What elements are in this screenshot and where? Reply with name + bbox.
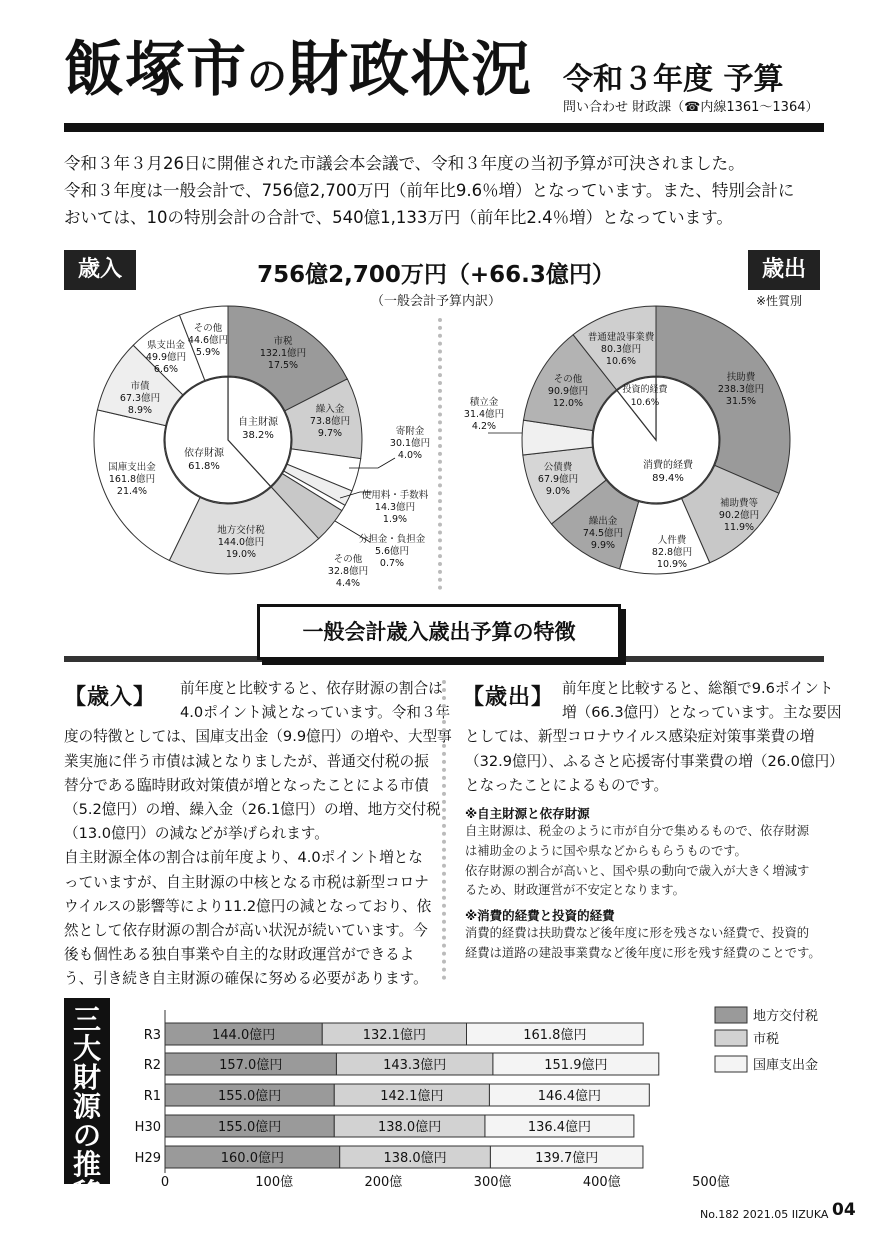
- budget-pie-charts: [0, 300, 872, 600]
- slice-value-label: 82.8億円: [651, 547, 693, 558]
- slice-value-label: 144.0億円: [217, 537, 265, 548]
- slice-name-label: その他: [333, 554, 363, 565]
- slice-name-label: 繰出金: [588, 516, 618, 527]
- slice-percent-label: 31.5%: [725, 396, 757, 407]
- slice-value-label: 67.3億円: [119, 393, 161, 404]
- inner-percent-label: 61.8%: [188, 461, 220, 472]
- revenue-line: （13.0億円）の減などが挙げられます。: [64, 825, 329, 843]
- revenue-line: 替分である臨時財政対策債が増となったことによる市債: [64, 776, 429, 794]
- revenue-tag: 【歳入】: [64, 685, 157, 710]
- x-tick-label: 500億: [692, 1175, 730, 1190]
- slice-name-label: 使用料・手数料: [361, 490, 429, 501]
- slice-percent-label: 10.6%: [605, 356, 637, 367]
- slice-name-label: 扶助費: [726, 372, 756, 383]
- slice-value-label: 73.8億円: [309, 416, 351, 427]
- slice-percent-label: 9.9%: [590, 540, 616, 551]
- title-rule: [64, 123, 824, 132]
- column-divider: [442, 680, 446, 980]
- trend-bar-label: 144.0億円: [212, 1028, 276, 1043]
- trend-bar-label: 138.0億円: [377, 1120, 442, 1135]
- slice-percent-label: 4.0%: [397, 450, 423, 461]
- slice-name-label: その他: [553, 374, 583, 385]
- expenditure-line: 増（66.3億円）となっています。主な要因: [562, 704, 842, 722]
- slice-percent-label: 1.9%: [382, 514, 408, 525]
- inner-percent-label: 89.4%: [652, 473, 684, 484]
- inner-name-label: 消費的経費: [643, 460, 693, 471]
- slice-name-label: 補助費等: [719, 498, 759, 509]
- trend-label-char: の: [72, 1119, 101, 1152]
- legend-label: 国庫支出金: [753, 1058, 819, 1073]
- intro-line-3: おいては、10の特別会計の合計で、540億1,133万円（前年比2.4％増）となっています。: [64, 208, 733, 227]
- slice-name-label: 分担金・負担金: [358, 534, 426, 545]
- slice-percent-label: 19.0%: [225, 549, 257, 560]
- revenue-trend-bar-chart: [0, 990, 872, 1200]
- x-tick-label: 100億: [255, 1175, 294, 1190]
- trend-label-char: 移: [72, 1177, 101, 1210]
- slice-percent-label: 8.9%: [127, 405, 153, 416]
- revenue-line: っていますが、自主財源の中核となる市税は新型コロナ: [64, 873, 429, 891]
- title-finance: 財政状況: [288, 35, 532, 105]
- slice-percent-label: 5.9%: [195, 347, 221, 358]
- slice-name-label: 国庫支出金: [108, 462, 156, 473]
- inner-name-label: 自主財源: [238, 417, 278, 428]
- slice-value-label: 32.8億円: [327, 566, 369, 577]
- budget-subtitle: （一般会計予算内訳）: [370, 294, 501, 309]
- trend-label-char: 三: [72, 1003, 101, 1036]
- features-title: 一般会計歳入歳出予算の特徴: [257, 604, 621, 660]
- slice-name-label: 市債: [130, 381, 150, 392]
- slice-value-label: 132.1億円: [259, 348, 307, 359]
- contact-info: 問い合わせ 財政課（☎内線1361～1364）: [563, 100, 819, 115]
- year-label: R3: [143, 1028, 161, 1043]
- page-title: [64, 35, 532, 105]
- revenue-line: 自主財源全体の割合は前年度より、4.0ポイント増とな: [64, 849, 423, 867]
- trend-bar-label: 138.0億円: [383, 1151, 447, 1166]
- slice-percent-label: 4.2%: [471, 421, 497, 432]
- revenue-line: 前年度と比較すると、依存財源の割合は: [180, 680, 443, 697]
- inner-name-label: 依存財源: [184, 448, 224, 459]
- slice-name-label: 普通建設事業費: [587, 332, 655, 343]
- slice-value-label: 238.3億円: [717, 384, 765, 395]
- slice-percent-label: 12.0%: [552, 398, 584, 409]
- expenditure-line: 前年度と比較すると、総額で9.6ポイント: [562, 680, 834, 697]
- revenue-line: ウイルスの影響等により11.2億円の減となっており、依: [64, 897, 432, 915]
- footer-issue: No.182 2021.05 IIZUKA: [700, 1208, 829, 1221]
- legend-swatch: [715, 1030, 747, 1046]
- slice-percent-label: 6.6%: [153, 364, 179, 375]
- revenue-line: 後も個性ある独自事業や自主的な財政運営ができるよ: [64, 946, 415, 964]
- trend-bar-label: 157.0億円: [219, 1058, 283, 1073]
- slice-value-label: 161.8億円: [108, 474, 156, 485]
- slice-name-label: 県支出金: [146, 340, 186, 351]
- inner-percent-label: 38.2%: [242, 430, 274, 441]
- expenditure-line: （32.9億円）、ふるさと応援寄付事業費の増（26.0億円）: [465, 752, 844, 770]
- year-label: R2: [143, 1058, 161, 1073]
- slice-value-label: 49.9億円: [145, 352, 187, 363]
- slice-percent-label: 4.4%: [335, 578, 361, 589]
- note-expense-body: [465, 924, 821, 964]
- slice-name-label: その他: [193, 323, 223, 334]
- slice-value-label: 74.5億円: [582, 528, 624, 539]
- budget-total: 756億2,700万円（+66.3億円）: [257, 262, 615, 288]
- trend-bar-label: 142.1億円: [380, 1089, 444, 1104]
- revenue-line: 業実施に伴う市債は減となりましたが、普通交付税の振: [64, 752, 429, 770]
- page-number: 04: [832, 1200, 856, 1220]
- x-tick-label: 300億: [473, 1175, 512, 1190]
- note-expense-title: ※消費的経費と投資的経費: [465, 908, 615, 923]
- slice-percent-label: 21.4%: [116, 486, 148, 497]
- revenue-line: 度の特徴としては、国庫支出金（9.9億円）の増や、大型事: [64, 728, 452, 746]
- revenue-pie-chart: [94, 306, 430, 589]
- slice-value-label: 31.4億円: [463, 409, 505, 420]
- legend-swatch: [715, 1007, 747, 1023]
- fiscal-year-heading: 令和３年度 予算: [563, 62, 784, 97]
- trend-bar-label: 132.1億円: [362, 1028, 426, 1043]
- note-line: るため、財政運営が不安定となります。: [465, 883, 685, 898]
- expenditure-line: としては、新型コロナウイルス感染症対策事業費の増: [465, 728, 815, 746]
- trend-bar-label: 155.0億円: [218, 1089, 282, 1104]
- inner-percent-label: 10.6%: [630, 398, 660, 408]
- trend-bar-label: 146.4億円: [537, 1089, 601, 1104]
- note-line: 依存財源の割合が高いと、国や県の動向で歳入が大きく増減す: [465, 863, 810, 878]
- legend-label: 地方交付税: [753, 1009, 819, 1024]
- note-own-revenue-title: ※自主財源と依存財源: [465, 806, 590, 821]
- revenue-line: う、引き続き自主財源の確保に努める必要があります。: [64, 970, 428, 988]
- note-own-revenue-body: [465, 822, 809, 901]
- slice-name-label: 積立金: [469, 397, 499, 408]
- expenditure-label: 歳出: [748, 250, 820, 290]
- year-label: R1: [143, 1089, 161, 1104]
- slice-value-label: 30.1億円: [389, 438, 431, 449]
- slice-percent-label: 9.0%: [545, 486, 571, 497]
- trend-label-char: 推: [72, 1148, 101, 1181]
- title-particle: の: [247, 54, 288, 100]
- slice-value-label: 90.9億円: [547, 386, 589, 397]
- trend-label-char: 大: [72, 1032, 101, 1065]
- slice-percent-label: 11.9%: [723, 522, 755, 533]
- intro-line-1: 令和３年３月26日に開催された市議会本会議で、令和３年度の当初予算が可決されました。: [64, 154, 745, 173]
- slice-percent-label: 9.7%: [317, 428, 343, 439]
- slice-name-label: 繰入金: [315, 404, 345, 415]
- expenditure-pie-chart: [464, 306, 790, 574]
- revenue-paragraph-body: [64, 725, 452, 991]
- expenditure-tag: 【歳出】: [462, 685, 555, 710]
- legend-swatch: [715, 1056, 747, 1072]
- note-line: 自主財源は、税金のように市が自分で集めるもので、依存財源: [465, 824, 810, 838]
- x-tick-label: 0: [160, 1175, 170, 1190]
- trend-label-char: 源: [72, 1090, 101, 1123]
- revenue-label: 歳入: [64, 250, 136, 290]
- slice-percent-label: 17.5%: [267, 360, 299, 371]
- slice-value-label: 80.3億円: [600, 344, 642, 355]
- slice-value-label: 90.2億円: [718, 510, 760, 521]
- expenditure-note: ※性質別: [756, 294, 803, 308]
- trend-label-char: 財: [72, 1061, 101, 1094]
- slice-value-label: 14.3億円: [374, 502, 416, 513]
- inner-name-label: 投資的経費: [622, 385, 668, 395]
- year-label: H29: [134, 1151, 161, 1166]
- year-label: H30: [134, 1120, 161, 1135]
- trend-bar-label: 161.8億円: [523, 1028, 587, 1043]
- revenue-paragraph-head: [180, 677, 450, 725]
- trend-bar-label: 155.0億円: [218, 1120, 282, 1135]
- slice-name-label: 人件費: [657, 535, 687, 546]
- legend-label: 市税: [753, 1032, 780, 1047]
- trend-bar-label: 160.0億円: [220, 1151, 284, 1166]
- trend-bar-label: 151.9億円: [544, 1058, 608, 1073]
- x-tick-label: 200億: [364, 1175, 403, 1190]
- trend-bar-label: 136.4億円: [527, 1120, 592, 1135]
- title-city: 飯塚市: [64, 35, 247, 105]
- slice-name-label: 市税: [273, 336, 293, 347]
- slice-percent-label: 10.9%: [656, 559, 688, 570]
- slice-name-label: 公債費: [543, 462, 573, 473]
- intro-line-2: 令和３年度は一般会計で、756億2,700万円（前年比9.6％増）となっています。また、特別会計に: [64, 181, 795, 200]
- slice-name-label: 地方交付税: [217, 525, 265, 536]
- note-line: 経費は道路の建設事業費など後年度に形を残す経費のことです。: [465, 945, 821, 960]
- expenditure-line: となったことによるものです。: [465, 776, 669, 794]
- revenue-line: （5.2億円）の増、繰入金（26.1億円）の増、地方交付税: [64, 800, 441, 818]
- slice-name-label: 寄附金: [395, 426, 425, 437]
- slice-value-label: 5.6億円: [374, 546, 410, 557]
- trend-bar-label: 139.7億円: [535, 1151, 599, 1166]
- expenditure-paragraph-head: [562, 677, 841, 725]
- note-line: は補助金のように国や県などからもらうものです。: [465, 843, 747, 858]
- slice-percent-label: 0.7%: [379, 558, 405, 569]
- revenue-line: 然として依存財源の割合が高い状況が続いています。今: [64, 921, 428, 939]
- slice-value-label: 67.9億円: [537, 474, 579, 485]
- trend-bar-label: 143.3億円: [383, 1058, 447, 1073]
- expenditure-paragraph-body: [465, 725, 844, 798]
- note-line: 消費的経費は扶助費など後年度に形を残さない経費で、投資的: [465, 926, 810, 940]
- revenue-line: 4.0ポイント減となっています。令和３年: [180, 704, 451, 722]
- x-tick-label: 400億: [582, 1175, 621, 1190]
- slice-value-label: 44.6億円: [187, 335, 229, 346]
